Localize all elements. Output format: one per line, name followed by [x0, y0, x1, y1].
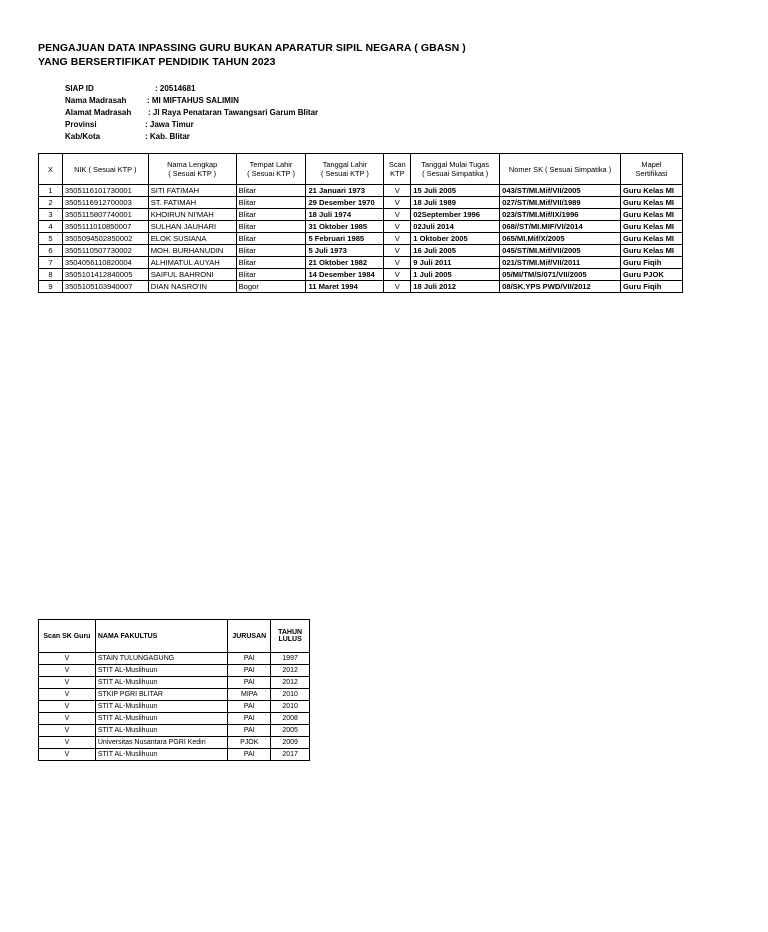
siap-id-value: : 20514681 — [155, 84, 196, 93]
main-cell: 3505116912700003 — [62, 197, 148, 209]
main-cell: 1 — [39, 185, 63, 197]
madrasah-name-value: : MI MIFTAHUS SALIMIN — [147, 96, 239, 105]
main-cell: 1 Juli 2005 — [411, 269, 500, 281]
main-cell: V — [384, 245, 411, 257]
main-cell: ALHIMATUL AUYAH — [148, 257, 236, 269]
main-cell: 05/MI/TM/S/071/VII/2005 — [500, 269, 621, 281]
edu-cell: STKIP PGRI BLITAR — [95, 689, 227, 701]
edu-cell: MIPA — [228, 689, 271, 701]
table-row — [39, 233, 683, 245]
main-cell: 065/MI.Mif/X/2005 — [500, 233, 621, 245]
table-header-row — [39, 154, 683, 185]
main-cell: SITI FATIMAH — [148, 185, 236, 197]
main-cell: KHOIRUN NI'MAH — [148, 209, 236, 221]
siap-id-label: SIAP ID — [65, 84, 94, 93]
main-header-2: Nama Lengkap ( Sesuai KTP ) — [148, 154, 236, 185]
edu-cell: V — [39, 713, 96, 725]
main-cell: 023/ST/MI.Mif/IX/1996 — [500, 209, 621, 221]
main-header-0: X — [39, 154, 63, 185]
main-header-5: Scan KTP — [384, 154, 411, 185]
main-cell: 11 Maret 1994 — [306, 281, 384, 293]
table-row — [39, 257, 683, 269]
table-row — [39, 197, 683, 209]
edu-cell: PJOK — [228, 737, 271, 749]
edu-cell: PAI — [228, 725, 271, 737]
main-cell: 5 Juli 1973 — [306, 245, 384, 257]
main-cell: 21 Oktober 1982 — [306, 257, 384, 269]
main-cell: Guru Kelas MI — [620, 197, 682, 209]
table-row — [39, 185, 683, 197]
table-row — [39, 689, 310, 701]
edu-cell: STIT AL-Muslihuun — [95, 725, 227, 737]
regency-value: : Kab. Blitar — [145, 132, 190, 141]
main-cell: Blitar — [236, 197, 306, 209]
education-table — [38, 619, 310, 761]
main-cell: 02Juli 2014 — [411, 221, 500, 233]
main-cell: 5 Februari 1985 — [306, 233, 384, 245]
main-cell: 02September 1996 — [411, 209, 500, 221]
main-cell: Guru PJOK — [620, 269, 682, 281]
main-cell: 31 Oktober 1985 — [306, 221, 384, 233]
education-header-row — [39, 620, 310, 653]
main-cell: 4 — [39, 221, 63, 233]
main-cell: V — [384, 221, 411, 233]
edu-cell: PAI — [228, 677, 271, 689]
main-cell: 29 Desember 1970 — [306, 197, 384, 209]
main-cell: 18 Juli 1974 — [306, 209, 384, 221]
table-row — [39, 725, 310, 737]
main-cell: 3505094502850002 — [62, 233, 148, 245]
main-cell: 068//ST/MI.MIF/VI/2014 — [500, 221, 621, 233]
main-cell: ELOK SUSIANA — [148, 233, 236, 245]
document-title: PENGAJUAN DATA INPASSING GURU BUKAN APARATUR SIPIL NEGARA ( GBASN ) — [38, 42, 466, 54]
edu-cell: 2017 — [271, 749, 310, 761]
main-cell: SULHAN JAUHARI — [148, 221, 236, 233]
edu-cell: STIT AL-Muslihuun — [95, 713, 227, 725]
main-cell: Blitar — [236, 257, 306, 269]
main-cell: V — [384, 257, 411, 269]
edu-cell: V — [39, 665, 96, 677]
edu-cell: PAI — [228, 749, 271, 761]
main-cell: 045/ST/MI.Mif/VII/2005 — [500, 245, 621, 257]
main-cell: 8 — [39, 269, 63, 281]
table-row — [39, 245, 683, 257]
main-header-1: NIK ( Sesuai KTP ) — [62, 154, 148, 185]
main-cell: Guru Kelas MI — [620, 245, 682, 257]
main-cell: 18 Juli 2012 — [411, 281, 500, 293]
edu-cell: STAIN TULUNGAGUNG — [95, 653, 227, 665]
table-row — [39, 737, 310, 749]
education-body — [39, 653, 310, 761]
main-cell: Blitar — [236, 185, 306, 197]
table-row — [39, 653, 310, 665]
main-cell: 021/ST/MI.Mif/VII/2011 — [500, 257, 621, 269]
main-cell: Blitar — [236, 221, 306, 233]
edu-cell: 2005 — [271, 725, 310, 737]
main-cell: MOH. BURHANUDIN — [148, 245, 236, 257]
edu-cell: STIT AL-Muslihuun — [95, 677, 227, 689]
edu-cell: PAI — [228, 713, 271, 725]
document-subtitle: YANG BERSERTIFIKAT PENDIDIK TAHUN 2023 — [38, 56, 276, 68]
main-cell: 9 Juli 2011 — [411, 257, 500, 269]
main-cell: 043/ST/MI.Mif/VII/2005 — [500, 185, 621, 197]
main-cell: Blitar — [236, 209, 306, 221]
edu-cell: STIT AL-Muslihuun — [95, 665, 227, 677]
edu-header-2: JURUSAN — [228, 620, 271, 653]
edu-cell: 1997 — [271, 653, 310, 665]
table-row — [39, 749, 310, 761]
main-cell: V — [384, 233, 411, 245]
table-row — [39, 665, 310, 677]
main-header-6: Tanggal Mulai Tugas ( Sesuai Simpatika ) — [411, 154, 500, 185]
main-cell: 3505105103940007 — [62, 281, 148, 293]
edu-header-3: TAHUN LULUS — [271, 620, 310, 653]
main-cell: Guru Fiqih — [620, 257, 682, 269]
edu-cell: V — [39, 689, 96, 701]
main-cell: Blitar — [236, 269, 306, 281]
main-cell: Guru Fiqih — [620, 281, 682, 293]
main-header-4: Tanggal Lahir ( Sesuai KTP ) — [306, 154, 384, 185]
main-cell: 5 — [39, 233, 63, 245]
edu-cell: 2012 — [271, 665, 310, 677]
edu-cell: 2012 — [271, 677, 310, 689]
main-cell: 2 — [39, 197, 63, 209]
main-cell: 027/ST/MI.Mif/VII/1989 — [500, 197, 621, 209]
main-header-3: Tempat Lahir ( Sesuai KTP ) — [236, 154, 306, 185]
main-cell: 3 — [39, 209, 63, 221]
main-cell: V — [384, 197, 411, 209]
madrasah-name-label: Nama Madrasah — [65, 96, 127, 105]
main-header-8: Mapel Sertifikasi — [620, 154, 682, 185]
main-cell: Blitar — [236, 245, 306, 257]
edu-cell: V — [39, 737, 96, 749]
main-cell: SAIFUL BAHRONI — [148, 269, 236, 281]
edu-cell: STIT AL-Muslihuun — [95, 701, 227, 713]
main-cell: 16 Juli 2005 — [411, 245, 500, 257]
table-row — [39, 701, 310, 713]
main-cell: 21 Januari 1973 — [306, 185, 384, 197]
regency-label: Kab/Kota — [65, 132, 101, 141]
main-cell: 15 Juli 2005 — [411, 185, 500, 197]
edu-cell: 2010 — [271, 701, 310, 713]
main-cell: 14 Desember 1984 — [306, 269, 384, 281]
teacher-data-table — [38, 153, 683, 293]
edu-cell: PAI — [228, 701, 271, 713]
main-cell: Blitar — [236, 233, 306, 245]
edu-cell: V — [39, 725, 96, 737]
main-cell: 9 — [39, 281, 63, 293]
edu-cell: V — [39, 701, 96, 713]
main-cell: 3505116101730001 — [62, 185, 148, 197]
main-cell: 3505110507730002 — [62, 245, 148, 257]
edu-cell: Universitas Nusantara PGRI Kediri — [95, 737, 227, 749]
edu-cell: 2010 — [271, 689, 310, 701]
main-cell: 3505115807740001 — [62, 209, 148, 221]
main-cell: 3504056110820004 — [62, 257, 148, 269]
province-label: Provinsi — [65, 120, 97, 129]
table-row — [39, 209, 683, 221]
edu-cell: PAI — [228, 653, 271, 665]
main-cell: 08/SK.YPS PWD/VII/2012 — [500, 281, 621, 293]
main-cell: 3505101412840005 — [62, 269, 148, 281]
main-cell: Bogor — [236, 281, 306, 293]
main-cell: ST. FATIMAH — [148, 197, 236, 209]
table-row — [39, 713, 310, 725]
main-cell: 18 Juli 1989 — [411, 197, 500, 209]
edu-cell: V — [39, 653, 96, 665]
edu-header-1: NAMA FAKULTUS — [95, 620, 227, 653]
table-body — [39, 185, 683, 293]
edu-cell: V — [39, 749, 96, 761]
main-cell: 6 — [39, 245, 63, 257]
table-row — [39, 677, 310, 689]
main-header-7: Nomer SK ( Sesuai Simpatika ) — [500, 154, 621, 185]
edu-cell: 2009 — [271, 737, 310, 749]
edu-header-0: Scan SK Guru — [39, 620, 96, 653]
main-cell: Guru Kelas MI — [620, 233, 682, 245]
main-cell: V — [384, 281, 411, 293]
main-cell: 3505111010850007 — [62, 221, 148, 233]
main-cell: Guru Kelas MI — [620, 221, 682, 233]
table-row — [39, 221, 683, 233]
main-cell: V — [384, 209, 411, 221]
main-cell: 7 — [39, 257, 63, 269]
address-value: : Jl Raya Penataran Tawangsari Garum Blitar — [148, 108, 319, 117]
main-cell: Guru Kelas MI — [620, 209, 682, 221]
main-cell: 1 Oktober 2005 — [411, 233, 500, 245]
edu-cell: PAI — [228, 665, 271, 677]
main-cell: V — [384, 269, 411, 281]
table-row — [39, 281, 683, 293]
edu-cell: STIT AL-Muslihuun — [95, 749, 227, 761]
province-value: : Jawa Timur — [145, 120, 194, 129]
main-cell: V — [384, 185, 411, 197]
edu-cell: V — [39, 677, 96, 689]
address-label: Alamat Madrasah — [65, 108, 132, 117]
main-cell: Guru Kelas MI — [620, 185, 682, 197]
table-row — [39, 269, 683, 281]
main-cell: DIAN NASRO'IN — [148, 281, 236, 293]
edu-cell: 2008 — [271, 713, 310, 725]
